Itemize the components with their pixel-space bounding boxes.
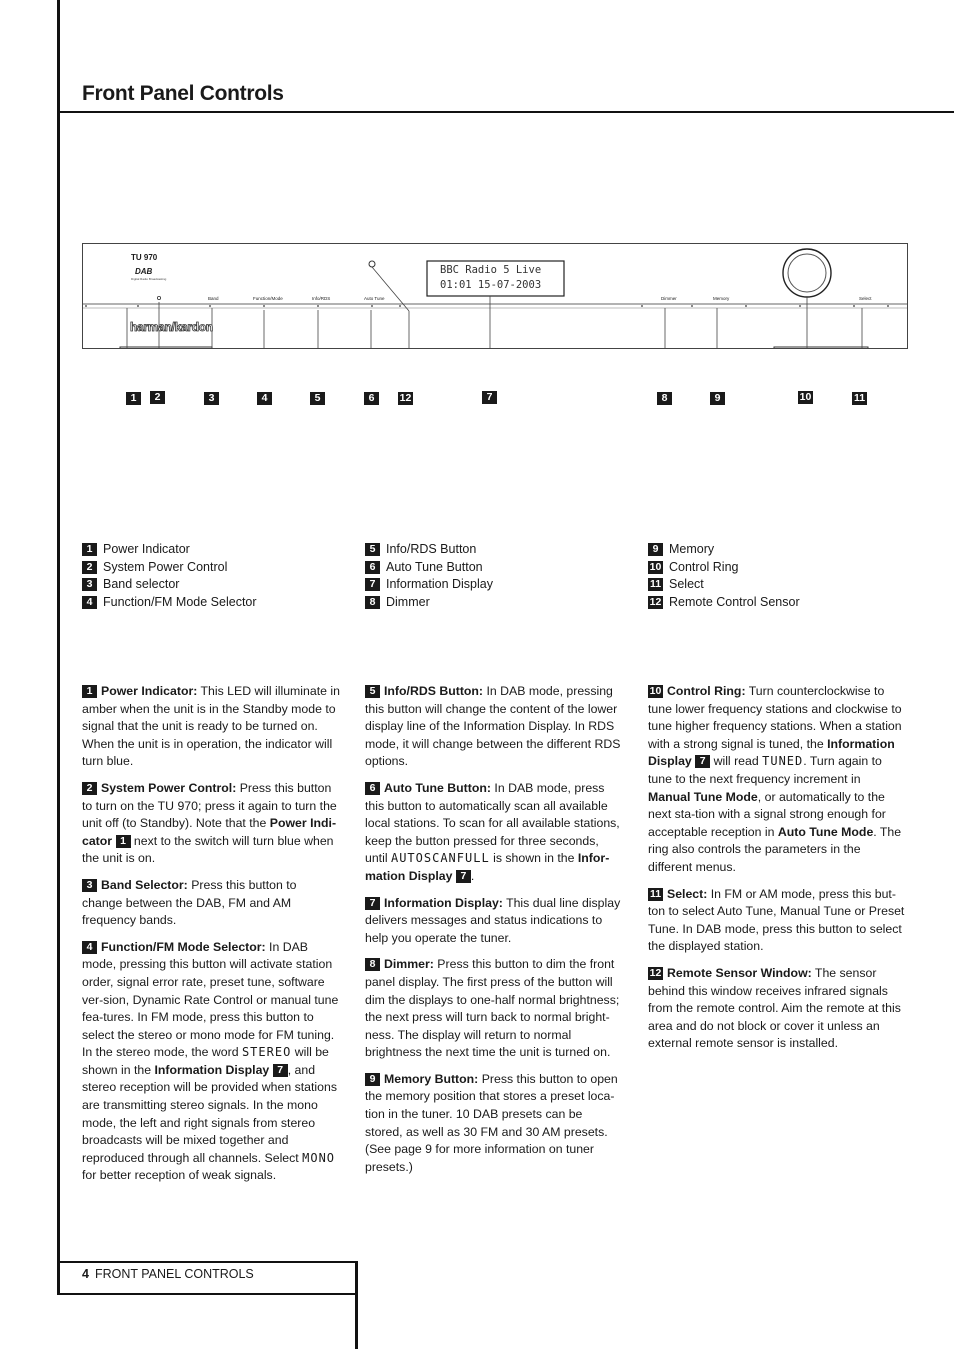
description-remote-sensor: 12 Remote Sensor Window: The sensor behind this window receives infrared signals from the remote control. Aim the remote at this area and do not block or cover it unless an external remote sensor is installed. <box>648 965 901 1051</box>
legend-item: 4 Function/FM Mode Selector <box>82 594 257 612</box>
description-auto-tune: 6 Auto Tune Button: In DAB mode, press this button to automatically scan all available local stations. To scan for all available stations, keep the button pressed for three seconds, until AUTOSCANFULL is shown in the Infor-mation Display 7 . <box>365 780 620 883</box>
legend-item: 5 Info/RDS Button <box>365 541 493 559</box>
description-select: 11 Select: In FM or AM mode, press this but-ton to select Auto Tune, Manual Tune or Preset Tune. In DAB mode, press this button to select the displayed station. <box>648 886 905 954</box>
panel-label-info-rds: Info/RDS <box>312 296 331 301</box>
callout-12: 12 <box>399 392 412 404</box>
legend-item: 6 Auto Tune Button <box>365 559 493 577</box>
callout-7: 7 <box>482 391 497 404</box>
description-function-mode: 4 Function/FM Mode Selector: In DAB mode, pressing this button will activate station order, signal error rate, preset tune, software ver-sion, Dynamic Rate Control or manual tune fea-tures. In FM mode, press this button to select the stereo or mono mode for FM tuning. In the stereo mode, the word STEREO will be shown in the Information Display 7 , and stereo reception will be provided when stations are transmitting stereo signals. In the mono mode, the left and right signals from stereo broadcasts will be mixed together and reproduced through all channels. Select MONO for better reception of weak signals. <box>82 939 339 1183</box>
panel-label-auto-tune: Auto Tune <box>364 296 385 301</box>
page-title: Front Panel Controls <box>82 82 284 105</box>
panel-label-dimmer: Dimmer <box>661 296 677 301</box>
legend-item: 1 Power Indicator <box>82 541 257 559</box>
legend-item: 10 Control Ring <box>649 559 739 574</box>
panel-label-memory: Memory <box>713 296 730 301</box>
description-information-display: 7 Information Display: This dual line display delivers messages and status indications to help you operate the tuner. <box>365 895 621 945</box>
dab-logo: DAB <box>135 267 153 276</box>
page-footer <box>82 1267 254 1281</box>
legend-item: 7 Information Display <box>365 576 493 594</box>
legend-item: 9 Memory <box>648 541 800 559</box>
footer-rule-bottom <box>57 1293 357 1295</box>
callout-3: 3 <box>204 392 219 405</box>
panel-label-select: Select <box>859 296 872 301</box>
callout-9: 9 <box>710 392 725 405</box>
callout-10: 10 <box>799 391 812 403</box>
front-panel-illustration <box>82 243 908 349</box>
description-band-selector: 3 Band Selector: Press this button to change between the DAB, FM and AM frequency bands. <box>82 877 297 928</box>
callout-5: 5 <box>310 392 325 405</box>
callout-6: 6 <box>364 392 379 405</box>
left-margin-rule <box>57 0 60 1295</box>
description-memory: 9 Memory Button: Press this button to open the memory position that stores a preset loca-tion in the tuner. 10 DAB presets can be stored, as well as 30 FM and 30 AM presets. (See page 9 for more information on tuner presets.) <box>365 1071 618 1174</box>
description-column-2 <box>365 683 623 1185</box>
callout-2: 2 <box>150 391 165 404</box>
page-number: 4 <box>82 1267 89 1281</box>
display-line-1: BBC Radio 5 Live <box>440 264 542 276</box>
brand-logo: harman/kardon <box>130 320 213 334</box>
description-column-3 <box>648 683 906 1062</box>
footer-vertical-rule <box>355 1261 358 1349</box>
model-label: TU 970 <box>131 253 158 262</box>
legend-column-2 <box>365 541 493 612</box>
description-control-ring: 10 Control Ring: Turn counterclockwise to tune lower frequency stations and clockwise to tune higher frequency stations. When a station with a strong signal is tuned, the Information Display 7 will read TUNED. Turn again to tune to the next frequency increment in Manual Tune Mode, or automatically to the next sta-tion with a signal strong enough for acceptable reception in Auto Tune Mode. The ring also controls the parameters in the different menus. <box>648 684 902 874</box>
legend-item: 11 Select <box>649 577 704 592</box>
legend-item: 3 Band selector <box>82 576 257 594</box>
callout-8: 8 <box>657 392 672 405</box>
panel-label-band: Band <box>208 296 219 301</box>
panel-label-function-mode: Function/Mode <box>253 296 283 301</box>
description-column-1 <box>82 683 340 1194</box>
description-system-power: 2 System Power Control: Press this button to turn on the TU 970; press it again to turn the unit off (to Standby). Note that the Power Indi-cator 1 next to the switch will turn blue when the unit is on. <box>82 780 337 866</box>
legend-item: 2 System Power Control <box>82 559 257 577</box>
callout-4: 4 <box>257 392 272 405</box>
callout-11: 11 <box>853 392 866 404</box>
remote-sensor <box>369 261 375 267</box>
display-line-2: 01:01 15-07-2003 <box>440 279 542 291</box>
description-info-rds: 5 Info/RDS Button: In DAB mode, pressing this button will change the content of the lower display line of the Information Display. In RDS mode, it will change between the different RDS options. <box>365 684 621 769</box>
description-dimmer: 8 Dimmer: Press this button to dim the front panel display. The first press of the button will dim the displays to one-half normal brightness; the next press will turn back to normal bright-ness. The display will return to normal brightness the next time the unit is turned on. <box>365 957 620 1060</box>
legend-column-1 <box>82 541 257 612</box>
callout-1: 1 <box>126 392 141 405</box>
title-rule <box>57 111 954 113</box>
legend-column-3 <box>648 541 800 612</box>
description-power-indicator: 1 Power Indicator: This LED will illuminate in amber when the unit is in the Standby mode to signal that the unit is ready to be turned on. When the unit is in operation, the indicator will turn blue. <box>82 684 340 769</box>
legend-item: 8 Dimmer <box>365 594 493 612</box>
control-ring-knob <box>783 249 831 297</box>
dab-subtitle: Digital Radio Broadcasting <box>131 277 167 281</box>
legend-item: 12 Remote Control Sensor <box>649 595 800 610</box>
footer-rule-top <box>57 1261 357 1263</box>
footer-section: FRONT PANEL CONTROLS <box>94 1267 254 1281</box>
